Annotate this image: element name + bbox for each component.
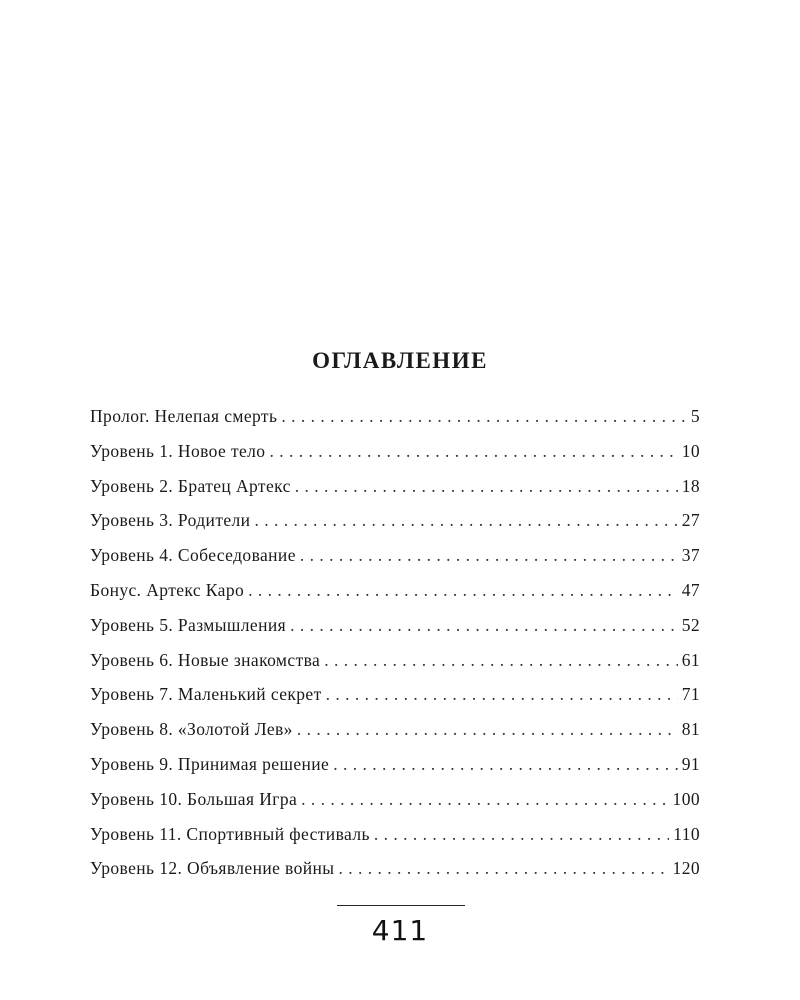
toc-entry-title: Уровень 9. Принимая решение — [90, 753, 330, 774]
toc-entry — [90, 545, 700, 580]
dot-leader — [297, 719, 678, 740]
toc-entry — [90, 754, 700, 789]
toc-entry — [90, 476, 700, 511]
toc-entry — [90, 684, 700, 719]
dot-leader — [281, 406, 686, 427]
dot-leader — [326, 684, 678, 705]
toc-entry — [90, 406, 700, 441]
toc-entry-title: Бонус. Артекс Каро — [90, 579, 245, 600]
toc-entry-page: 10 — [681, 440, 700, 461]
dot-leader — [295, 476, 678, 497]
toc-entry — [90, 789, 700, 824]
toc-entry — [90, 650, 700, 685]
toc-entry-page: 81 — [681, 719, 700, 740]
dot-leader — [374, 824, 669, 845]
toc-entry-page: 61 — [681, 649, 700, 670]
toc-entry-title: Уровень 4. Собеседование — [90, 545, 296, 566]
toc-entry-title: Уровень 7. Маленький секрет — [90, 684, 322, 705]
toc-entry-page: 120 — [672, 858, 700, 879]
toc-entry — [90, 824, 700, 859]
dot-leader — [300, 545, 678, 566]
dot-leader — [248, 580, 678, 601]
footer-divider — [337, 905, 465, 906]
toc-entry-page: 27 — [681, 510, 700, 531]
toc-entry-page: 5 — [690, 406, 700, 426]
page-number: 411 — [371, 914, 429, 947]
dot-leader — [269, 441, 677, 462]
toc-entry — [90, 580, 700, 615]
toc-heading: ОГЛАВЛЕНИЕ — [312, 348, 488, 373]
toc-entry-page: 110 — [673, 823, 700, 844]
toc-entry-title: Уровень 5. Размышления — [90, 614, 287, 635]
dot-leader — [333, 754, 677, 775]
toc-entry — [90, 510, 700, 545]
toc-entry — [90, 719, 700, 754]
dot-leader — [254, 510, 677, 531]
toc-entry-title: Уровень 11. Спортивный фестиваль — [90, 823, 370, 844]
toc-entry-page: 52 — [681, 614, 700, 635]
toc-entry — [90, 858, 700, 893]
toc-entry-page: 47 — [681, 579, 700, 600]
toc-entry-page: 100 — [672, 788, 700, 809]
toc-entry-title: Уровень 12. Объявление войны — [90, 858, 335, 879]
toc-entry-title: Уровень 1. Новое тело — [90, 440, 266, 461]
dot-leader — [301, 789, 668, 810]
dot-leader — [324, 650, 677, 671]
toc-entry-title: Уровень 8. «Золотой Лев» — [90, 719, 293, 740]
toc-entry-page: 91 — [681, 753, 700, 774]
dot-leader — [338, 858, 668, 879]
toc-entry-title: Уровень 10. Большая Игра — [90, 788, 298, 809]
toc-entry-title: Пролог. Нелепая смерть — [90, 406, 278, 426]
toc-list — [90, 406, 700, 893]
dot-leader — [290, 615, 678, 636]
toc-entry — [90, 615, 700, 650]
toc-entry — [90, 441, 700, 476]
toc-entry-title: Уровень 6. Новые знакомства — [90, 649, 321, 670]
toc-entry-page: 71 — [681, 684, 700, 705]
toc-entry-title: Уровень 2. Братец Артекс — [90, 475, 291, 496]
toc-entry-title: Уровень 3. Родители — [90, 510, 251, 531]
toc-entry-page: 18 — [681, 475, 700, 496]
toc-entry-page: 37 — [681, 545, 700, 566]
